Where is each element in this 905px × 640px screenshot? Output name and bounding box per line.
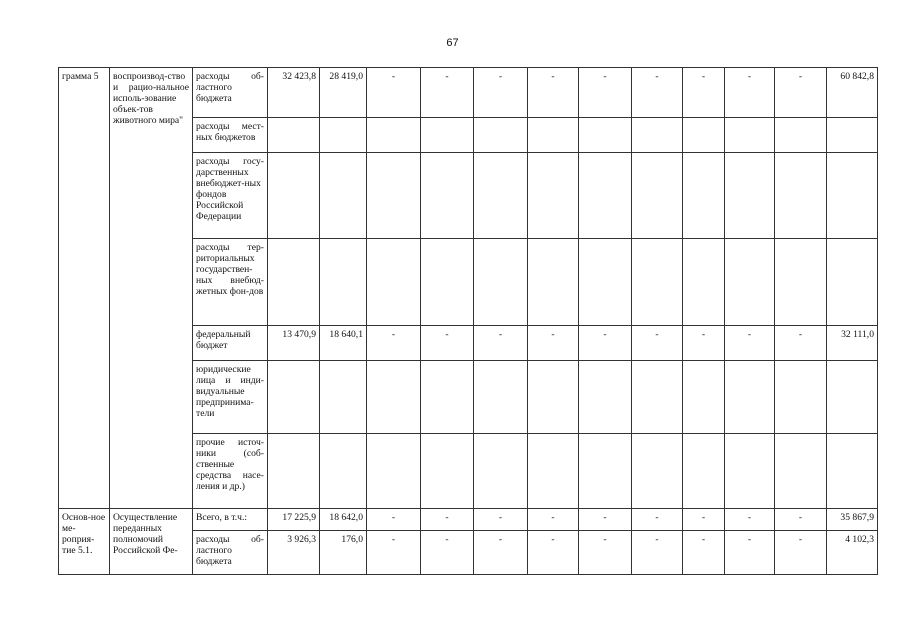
value-cell: - [579, 509, 632, 531]
value-cell: - [775, 531, 827, 575]
value-cell: - [725, 326, 775, 361]
value-cell [725, 239, 775, 326]
funding-source-cell: расходы тер-риториальных государствен-ных внебюд-жетных фон-дов [193, 239, 268, 326]
value-cell [775, 239, 827, 326]
value-cell [683, 239, 725, 326]
value-cell: - [528, 68, 579, 118]
value-cell: - [579, 531, 632, 575]
value-cell [268, 239, 320, 326]
total-cell [827, 118, 878, 153]
value-cell: - [474, 531, 528, 575]
value-cell: - [632, 68, 683, 118]
value-cell: - [775, 326, 827, 361]
value-cell [320, 434, 367, 509]
value-cell [579, 239, 632, 326]
value-cell [528, 239, 579, 326]
total-cell: 35 867,9 [827, 509, 878, 531]
value-cell [474, 361, 528, 434]
funding-source-cell: федеральный бюджет [193, 326, 268, 361]
value-cell: - [683, 326, 725, 361]
total-cell [827, 361, 878, 434]
value-cell [683, 434, 725, 509]
value-cell: 28 419,0 [320, 68, 367, 118]
funding-source-cell: расходы об-ластного бюджета [193, 531, 268, 575]
value-cell [421, 434, 474, 509]
value-cell: - [421, 509, 474, 531]
value-cell: - [367, 68, 421, 118]
value-cell: - [421, 68, 474, 118]
value-cell [367, 434, 421, 509]
value-cell: - [474, 509, 528, 531]
value-cell [320, 153, 367, 239]
value-cell [474, 434, 528, 509]
value-cell [775, 153, 827, 239]
value-cell: - [683, 68, 725, 118]
value-cell [421, 153, 474, 239]
value-cell [579, 153, 632, 239]
value-cell [268, 118, 320, 153]
value-cell: - [367, 509, 421, 531]
budget-table [58, 67, 878, 575]
value-cell [579, 434, 632, 509]
value-cell: - [775, 509, 827, 531]
value-cell: - [683, 509, 725, 531]
value-cell: 18 640,1 [320, 326, 367, 361]
table-row [59, 68, 878, 118]
funding-source-cell: расходы об-ластного бюджета [193, 68, 268, 118]
value-cell [775, 434, 827, 509]
funding-source-cell: расходы мест-ных бюджетов [193, 118, 268, 153]
value-cell [320, 239, 367, 326]
value-cell: - [632, 326, 683, 361]
value-cell [725, 153, 775, 239]
value-cell [367, 361, 421, 434]
value-cell: 32 423,8 [268, 68, 320, 118]
value-cell [632, 153, 683, 239]
value-cell: - [421, 326, 474, 361]
total-cell [827, 434, 878, 509]
value-cell: - [474, 68, 528, 118]
value-cell [632, 118, 683, 153]
value-cell [683, 118, 725, 153]
value-cell [528, 118, 579, 153]
value-cell [474, 118, 528, 153]
value-cell [725, 118, 775, 153]
value-cell [579, 361, 632, 434]
value-cell: - [421, 531, 474, 575]
value-cell [367, 118, 421, 153]
value-cell [268, 434, 320, 509]
value-cell: - [367, 531, 421, 575]
value-cell: - [367, 326, 421, 361]
value-cell [725, 361, 775, 434]
value-cell: - [725, 68, 775, 118]
value-cell: - [683, 531, 725, 575]
total-cell: 32 111,0 [827, 326, 878, 361]
value-cell: - [528, 509, 579, 531]
page-number: 67 [446, 37, 459, 49]
value-cell [683, 153, 725, 239]
value-cell [528, 434, 579, 509]
value-cell [474, 239, 528, 326]
funding-source-cell: расходы госу-дарственных внебюджет-ных фондов Российской Федерации [193, 153, 268, 239]
total-cell [827, 153, 878, 239]
table-row [59, 509, 878, 531]
value-cell [421, 239, 474, 326]
funding-source-cell: прочие источ-ники (соб-ственные средства насе-ления и др.) [193, 434, 268, 509]
value-cell: - [579, 68, 632, 118]
funding-source-cell: юридические лица и инди-видуальные предпринима-тели [193, 361, 268, 434]
subprogram-name-cell: воспроизвод-ство и рацио-нальное исполь-зование объек-тов животного мира" [110, 68, 193, 509]
value-cell [320, 361, 367, 434]
funding-source-cell: Всего, в т.ч.: [193, 509, 268, 531]
value-cell [632, 361, 683, 434]
value-cell [725, 434, 775, 509]
value-cell [367, 239, 421, 326]
value-cell: 17 225,9 [268, 509, 320, 531]
value-cell [775, 361, 827, 434]
value-cell: 3 926,3 [268, 531, 320, 575]
total-cell: 4 102,3 [827, 531, 878, 575]
activity-label-cell: Основ-ное ме-роприя-тие 5.1. [59, 509, 110, 575]
value-cell [683, 361, 725, 434]
value-cell [421, 118, 474, 153]
value-cell [320, 118, 367, 153]
value-cell [632, 239, 683, 326]
value-cell: - [725, 531, 775, 575]
value-cell: - [632, 531, 683, 575]
activity-name-cell: Осуществление переданных полномочий Российской Фе- [110, 509, 193, 575]
value-cell [775, 118, 827, 153]
value-cell [421, 361, 474, 434]
value-cell: - [725, 509, 775, 531]
value-cell [268, 361, 320, 434]
value-cell: 18 642,0 [320, 509, 367, 531]
value-cell: - [528, 531, 579, 575]
total-cell: 60 842,8 [827, 68, 878, 118]
value-cell [367, 153, 421, 239]
value-cell [268, 153, 320, 239]
value-cell: - [579, 326, 632, 361]
value-cell: - [528, 326, 579, 361]
total-cell [827, 239, 878, 326]
value-cell [474, 153, 528, 239]
value-cell: - [632, 509, 683, 531]
value-cell [528, 153, 579, 239]
value-cell: 13 470,9 [268, 326, 320, 361]
subprogram-label-cell: грамма 5 [59, 68, 110, 509]
value-cell: 176,0 [320, 531, 367, 575]
value-cell [528, 361, 579, 434]
value-cell: - [474, 326, 528, 361]
value-cell [579, 118, 632, 153]
value-cell: - [775, 68, 827, 118]
value-cell [632, 434, 683, 509]
